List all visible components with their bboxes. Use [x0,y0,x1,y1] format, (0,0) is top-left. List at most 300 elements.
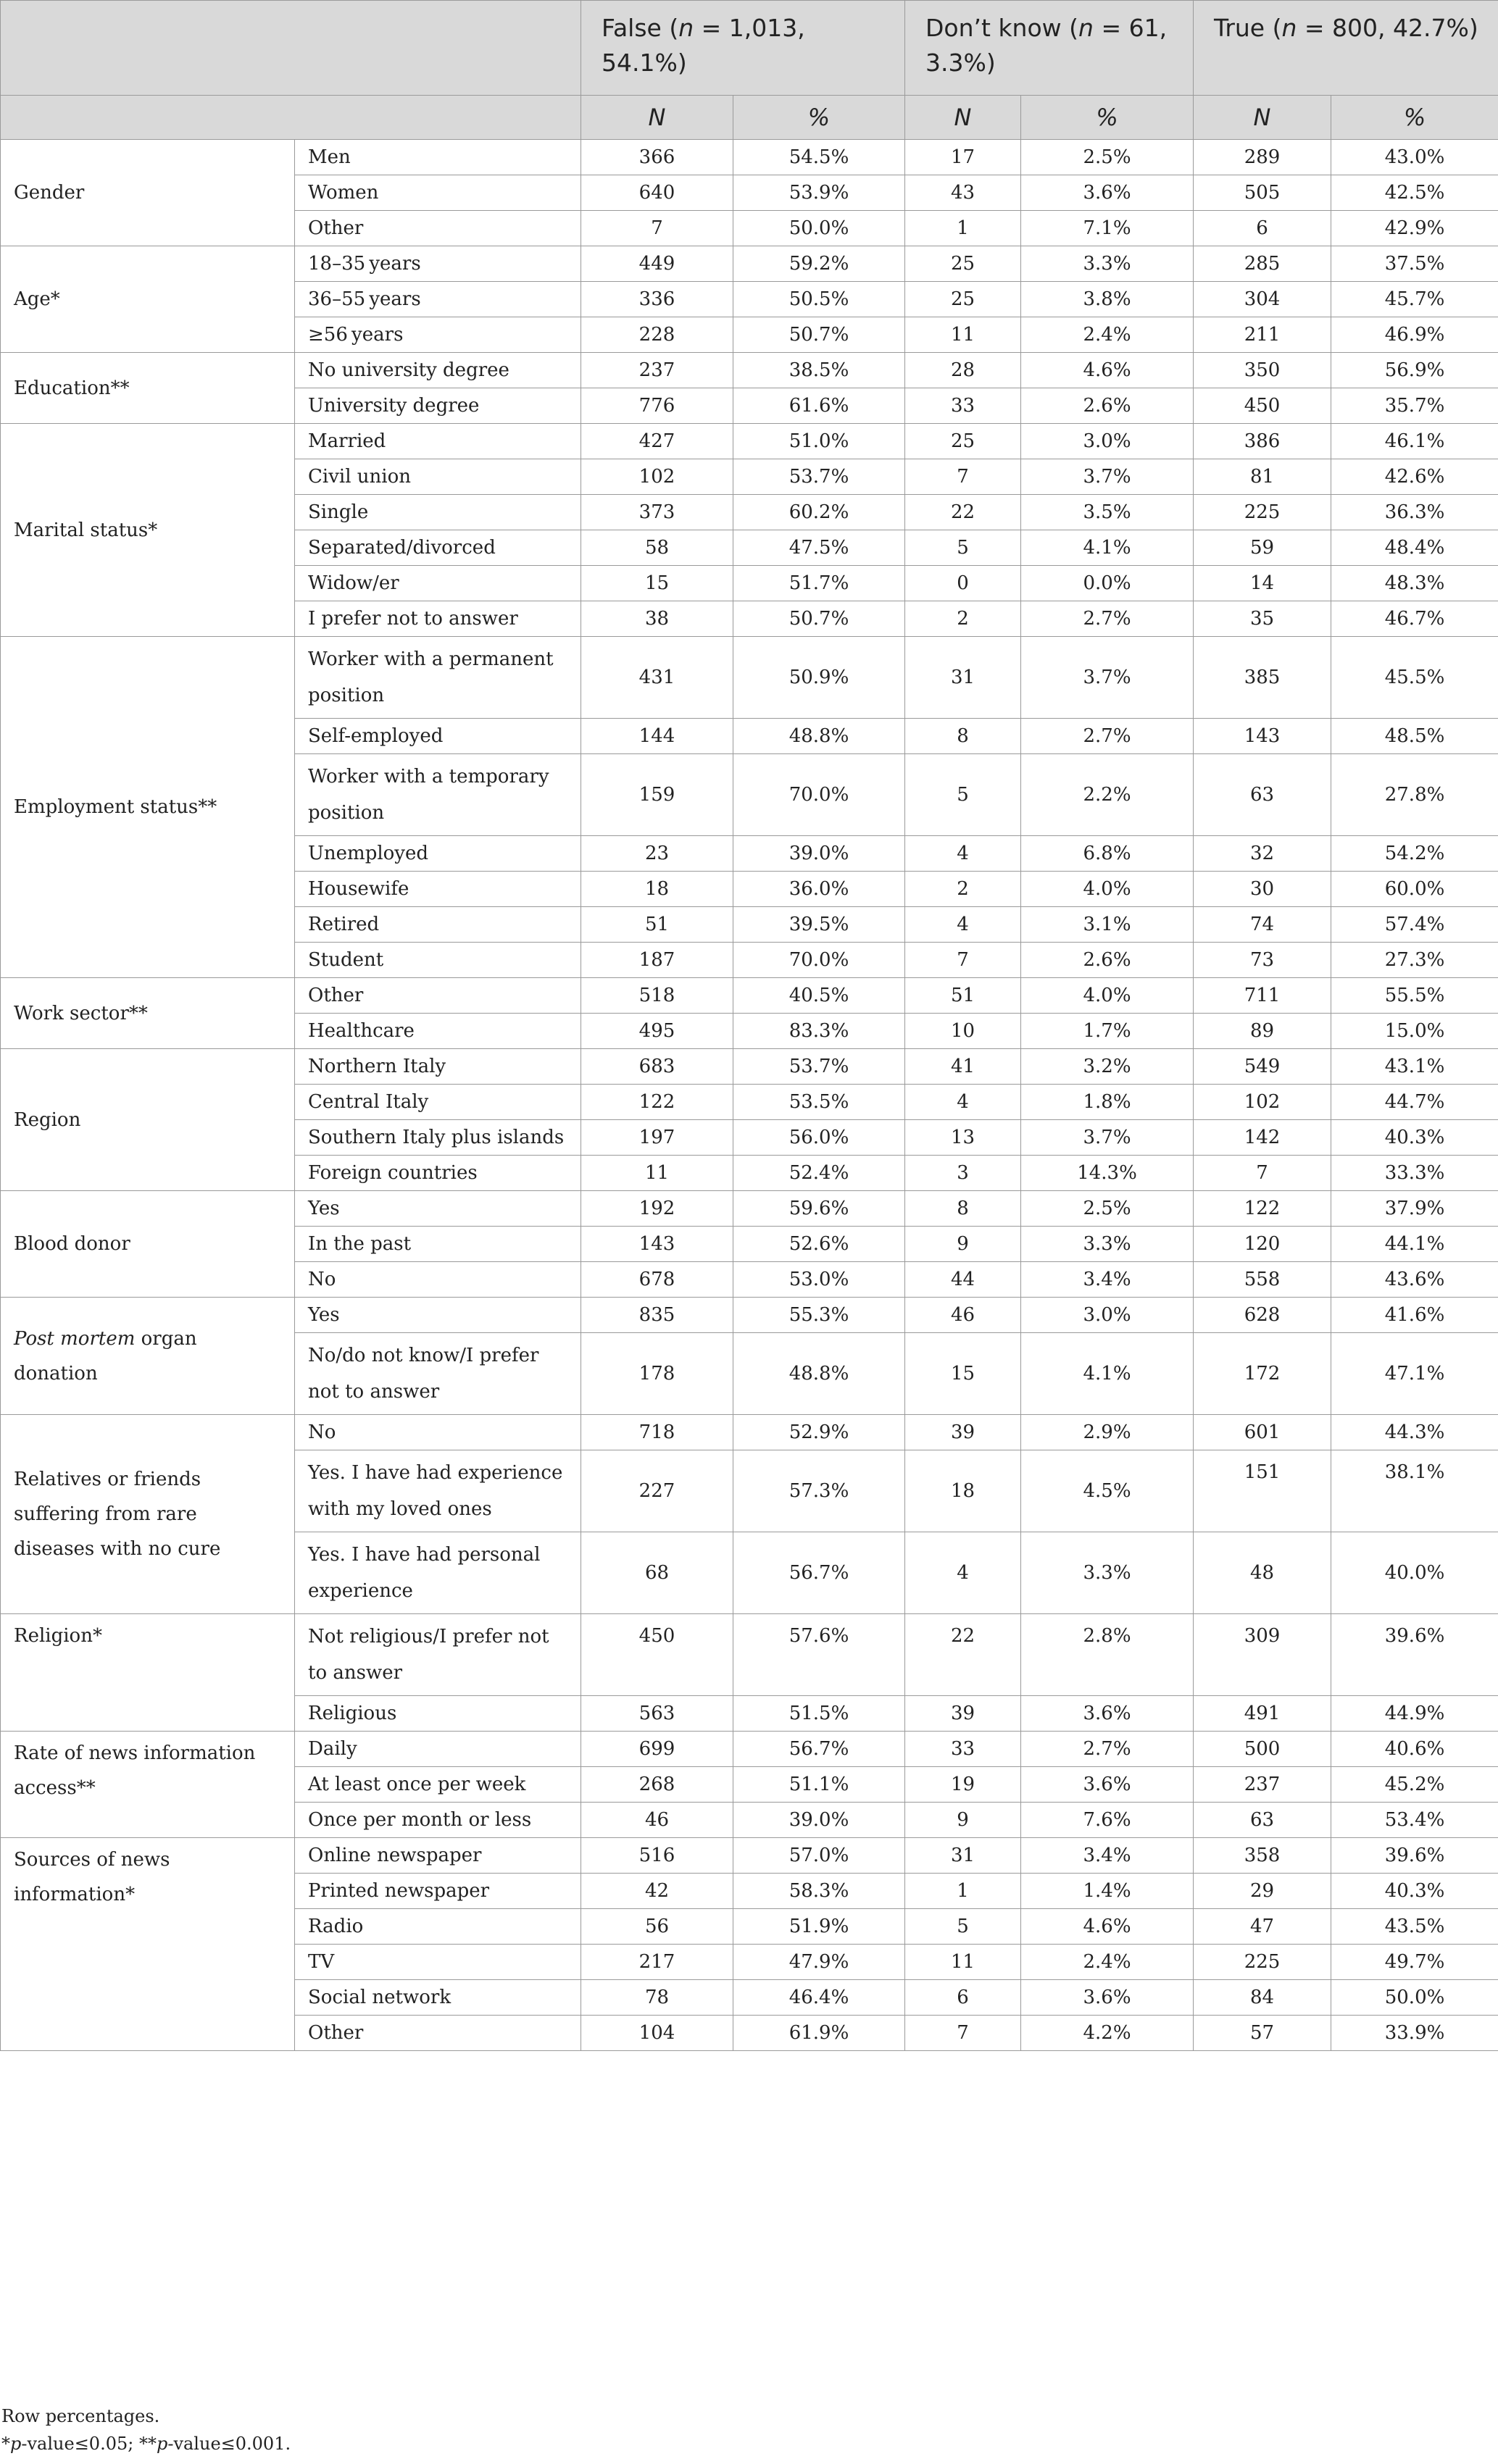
cell-true-pct: 60.0% [1331,872,1498,907]
cell-dontknow-pct: 4.2% [1021,2016,1194,2051]
cell-false-pct: 57.3% [733,1450,905,1532]
cell-dontknow-n: 1 [905,1874,1021,1909]
row-category: Civil union [295,459,581,495]
row-category: Single [295,495,581,530]
cell-true-pct: 56.9% [1331,353,1498,388]
cell-false-n: 563 [581,1696,733,1732]
cell-dontknow-pct: 3.6% [1021,175,1194,211]
cell-dontknow-pct: 3.4% [1021,1838,1194,1874]
cell-false-pct: 38.5% [733,353,905,388]
header-false-group: False (n = 1,013, 54.1%) [581,1,905,96]
cell-dontknow-n: 7 [905,943,1021,978]
cell-true-n: 142 [1194,1120,1331,1156]
cell-dontknow-n: 25 [905,424,1021,459]
row-category: 36–55 years [295,282,581,317]
cell-true-n: 385 [1194,637,1331,719]
row-group-label-italic: Post mortem [14,1327,136,1350]
cell-false-pct: 70.0% [733,754,905,836]
cell-true-n: 450 [1194,388,1331,424]
cell-false-n: 122 [581,1085,733,1120]
cell-false-n: 192 [581,1191,733,1227]
cell-dontknow-pct: 3.7% [1021,459,1194,495]
table-row [1,1191,1498,1227]
cell-true-pct: 42.9% [1331,211,1498,246]
cell-dontknow-n: 6 [905,1980,1021,2016]
cell-true-n: 29 [1194,1874,1331,1909]
cell-false-pct: 59.6% [733,1191,905,1227]
row-group-label-text: Religion* [14,1625,102,1647]
cell-false-pct: 58.3% [733,1874,905,1909]
cell-false-n: 144 [581,719,733,754]
cell-false-n: 217 [581,1945,733,1980]
cell-true-pct: 48.5% [1331,719,1498,754]
cell-false-n: 56 [581,1909,733,1945]
row-group-label [1,1049,295,1191]
cell-false-n: 18 [581,872,733,907]
cell-true-n: 237 [1194,1767,1331,1803]
table-row [1,1415,1498,1450]
cell-dontknow-pct: 2.5% [1021,140,1194,175]
cell-true-n: 505 [1194,175,1331,211]
cell-false-pct: 53.0% [733,1262,905,1298]
cell-dontknow-n: 11 [905,1945,1021,1980]
cell-dontknow-pct: 3.0% [1021,424,1194,459]
cell-false-n: 268 [581,1767,733,1803]
row-category: Northern Italy [295,1049,581,1085]
cell-dontknow-n: 5 [905,530,1021,566]
cell-false-n: 683 [581,1049,733,1085]
cell-dontknow-n: 25 [905,282,1021,317]
row-category: At least once per week [295,1767,581,1803]
cell-true-pct: 40.3% [1331,1874,1498,1909]
cell-true-n: 172 [1194,1333,1331,1415]
header-pct-true: % [1331,96,1498,140]
row-group-label [1,246,295,353]
row-group-label-text: Employment status** [14,796,217,818]
row-group-label-text: Blood donor [14,1233,130,1255]
cell-true-n: 491 [1194,1696,1331,1732]
header-blank-cell [1,1,581,96]
cell-true-n: 225 [1194,495,1331,530]
cell-false-pct: 39.5% [733,907,905,943]
cell-dontknow-pct: 4.6% [1021,1909,1194,1945]
cell-true-pct: 46.7% [1331,601,1498,637]
cell-dontknow-n: 39 [905,1415,1021,1450]
cell-true-pct: 42.6% [1331,459,1498,495]
cell-dontknow-pct: 1.8% [1021,1085,1194,1120]
table-row [1,424,1498,459]
cell-true-n: 628 [1194,1298,1331,1333]
table-row [1,246,1498,282]
row-group-label [1,1191,295,1298]
row-group-label [1,140,295,246]
cell-dontknow-pct: 6.8% [1021,836,1194,872]
header-row-subcols [1,96,1498,140]
cell-true-n: 57 [1194,2016,1331,2051]
cell-dontknow-pct: 2.7% [1021,1732,1194,1767]
cell-true-n: 14 [1194,566,1331,601]
cell-true-pct: 57.4% [1331,907,1498,943]
cell-false-n: 678 [581,1262,733,1298]
row-category: Radio [295,1909,581,1945]
cell-false-n: 450 [581,1614,733,1696]
row-group-label-text: Age* [14,288,60,310]
cell-false-n: 38 [581,601,733,637]
cell-false-pct: 40.5% [733,978,905,1014]
cell-true-n: 59 [1194,530,1331,566]
cell-false-n: 42 [581,1874,733,1909]
cell-true-n: 47 [1194,1909,1331,1945]
cell-true-n: 601 [1194,1415,1331,1450]
cell-false-pct: 51.7% [733,566,905,601]
cell-false-n: 7 [581,211,733,246]
cell-true-n: 89 [1194,1014,1331,1049]
cell-false-n: 776 [581,388,733,424]
cell-dontknow-n: 22 [905,1614,1021,1696]
cell-true-n: 35 [1194,601,1331,637]
cell-false-n: 23 [581,836,733,872]
cell-false-pct: 39.0% [733,836,905,872]
cell-true-pct: 46.9% [1331,317,1498,353]
header-n-false: N [581,96,733,140]
cell-true-n: 151 [1194,1450,1331,1532]
header-pct-false: % [733,96,905,140]
table-row [1,978,1498,1014]
cell-dontknow-n: 9 [905,1803,1021,1838]
cell-true-n: 74 [1194,907,1331,943]
cell-false-pct: 50.7% [733,601,905,637]
cell-dontknow-pct: 3.5% [1021,495,1194,530]
cell-true-pct: 50.0% [1331,1980,1498,2016]
cell-true-pct: 33.9% [1331,2016,1498,2051]
cell-dontknow-n: 44 [905,1262,1021,1298]
cell-dontknow-n: 5 [905,1909,1021,1945]
cell-true-pct: 40.6% [1331,1732,1498,1767]
cell-dontknow-pct: 3.8% [1021,282,1194,317]
row-group-label-text: organ donation [14,1327,197,1385]
row-category: University degree [295,388,581,424]
row-group-label [1,1614,295,1732]
row-category: Social network [295,1980,581,2016]
row-category: Other [295,978,581,1014]
cell-false-pct: 56.7% [733,1532,905,1614]
cell-true-pct: 46.1% [1331,424,1498,459]
cell-true-n: 30 [1194,872,1331,907]
cell-true-n: 711 [1194,978,1331,1014]
cell-true-pct: 45.5% [1331,637,1498,719]
row-group-label-text: Sources of news information* [14,1849,170,1905]
cell-dontknow-pct: 2.5% [1021,1191,1194,1227]
cell-dontknow-n: 19 [905,1767,1021,1803]
cell-dontknow-n: 7 [905,459,1021,495]
cell-false-pct: 50.9% [733,637,905,719]
cell-dontknow-n: 7 [905,2016,1021,2051]
row-group-label [1,1838,295,2051]
cell-dontknow-n: 10 [905,1014,1021,1049]
cell-false-n: 178 [581,1333,733,1415]
row-category: Yes. I have had experience with my loved ones [295,1450,581,1532]
cell-true-pct: 27.8% [1331,754,1498,836]
row-category: Student [295,943,581,978]
row-category: Other [295,211,581,246]
cell-false-pct: 52.6% [733,1227,905,1262]
cell-dontknow-pct: 2.8% [1021,1614,1194,1696]
cell-dontknow-pct: 7.1% [1021,211,1194,246]
cell-true-n: 32 [1194,836,1331,872]
row-category: No [295,1262,581,1298]
cell-dontknow-n: 4 [905,836,1021,872]
cell-false-pct: 51.9% [733,1909,905,1945]
table-footnotes [0,2402,1498,2457]
cell-true-n: 304 [1194,282,1331,317]
table-row [1,1614,1498,1696]
cell-dontknow-pct: 4.0% [1021,978,1194,1014]
cell-false-pct: 55.3% [733,1298,905,1333]
cell-false-n: 11 [581,1156,733,1191]
cell-false-n: 68 [581,1532,733,1614]
cell-true-pct: 53.4% [1331,1803,1498,1838]
cell-dontknow-pct: 3.4% [1021,1262,1194,1298]
row-category: Worker with a permanent position [295,637,581,719]
cell-dontknow-n: 1 [905,211,1021,246]
row-group-label-text: Rate of news information access** [14,1742,256,1799]
row-category: No [295,1415,581,1450]
cell-true-pct: 48.4% [1331,530,1498,566]
cell-false-pct: 60.2% [733,495,905,530]
cell-true-pct: 43.0% [1331,140,1498,175]
header-true-group: True (n = 800, 42.7%) [1194,1,1498,96]
cell-dontknow-pct: 3.6% [1021,1696,1194,1732]
cell-dontknow-pct: 3.2% [1021,1049,1194,1085]
cell-false-n: 187 [581,943,733,978]
cell-dontknow-n: 5 [905,754,1021,836]
cell-false-n: 15 [581,566,733,601]
row-group-label [1,637,295,978]
cell-true-n: 225 [1194,1945,1331,1980]
cell-true-pct: 33.3% [1331,1156,1498,1191]
cell-dontknow-pct: 4.1% [1021,1333,1194,1415]
cell-dontknow-n: 33 [905,1732,1021,1767]
cell-true-n: 48 [1194,1532,1331,1614]
row-category: Separated/divorced [295,530,581,566]
cell-true-n: 120 [1194,1227,1331,1262]
cell-dontknow-n: 8 [905,719,1021,754]
cell-false-n: 58 [581,530,733,566]
cell-true-pct: 45.2% [1331,1767,1498,1803]
cell-dontknow-n: 9 [905,1227,1021,1262]
cell-dontknow-n: 17 [905,140,1021,175]
cell-false-pct: 47.9% [733,1945,905,1980]
cell-true-pct: 54.2% [1331,836,1498,872]
cell-dontknow-n: 43 [905,175,1021,211]
cell-true-pct: 44.3% [1331,1415,1498,1450]
row-category: Yes [295,1191,581,1227]
cell-true-pct: 43.6% [1331,1262,1498,1298]
header-n-dontknow: N [905,96,1021,140]
row-group-label-text: Marital status* [14,519,158,541]
cell-dontknow-n: 15 [905,1333,1021,1415]
cell-true-n: 549 [1194,1049,1331,1085]
footnote-row-percentages: Row percentages. [1,2406,160,2426]
cell-true-n: 7 [1194,1156,1331,1191]
cell-dontknow-n: 31 [905,1838,1021,1874]
cell-true-n: 558 [1194,1262,1331,1298]
cell-dontknow-pct: 2.7% [1021,601,1194,637]
cell-dontknow-pct: 4.5% [1021,1450,1194,1532]
cell-true-pct: 38.1% [1331,1450,1498,1532]
cell-dontknow-n: 22 [905,495,1021,530]
cell-true-pct: 40.0% [1331,1532,1498,1614]
cell-false-pct: 50.0% [733,211,905,246]
cell-true-pct: 40.3% [1331,1120,1498,1156]
cell-false-n: 159 [581,754,733,836]
cell-false-pct: 57.0% [733,1838,905,1874]
cell-true-pct: 47.1% [1331,1333,1498,1415]
cell-false-pct: 51.5% [733,1696,905,1732]
cell-false-pct: 56.0% [733,1120,905,1156]
cell-dontknow-pct: 4.6% [1021,353,1194,388]
cell-false-pct: 48.8% [733,719,905,754]
row-category: Once per month or less [295,1803,581,1838]
cell-true-n: 358 [1194,1838,1331,1874]
cell-dontknow-pct: 3.7% [1021,1120,1194,1156]
table-body [1,140,1498,2051]
cell-true-n: 122 [1194,1191,1331,1227]
cell-true-n: 63 [1194,754,1331,836]
cell-true-n: 81 [1194,459,1331,495]
row-category: Yes [295,1298,581,1333]
row-group-label [1,978,295,1049]
cell-false-pct: 47.5% [733,530,905,566]
row-group-label-text: Gender [14,182,85,204]
cell-dontknow-n: 0 [905,566,1021,601]
row-group-label [1,1732,295,1838]
cell-false-pct: 57.6% [733,1614,905,1696]
cell-true-n: 6 [1194,211,1331,246]
table-row [1,1298,1498,1333]
cell-false-pct: 56.7% [733,1732,905,1767]
cell-true-n: 143 [1194,719,1331,754]
cell-dontknow-n: 18 [905,1450,1021,1532]
cell-false-pct: 52.9% [733,1415,905,1450]
row-group-label-text: Region [14,1108,81,1131]
cell-false-n: 835 [581,1298,733,1333]
cell-dontknow-n: 28 [905,353,1021,388]
cell-false-n: 699 [581,1732,733,1767]
cell-dontknow-n: 33 [905,388,1021,424]
cell-false-n: 78 [581,1980,733,2016]
row-category: Yes. I have had personal experience [295,1532,581,1614]
cell-false-n: 518 [581,978,733,1014]
cell-dontknow-n: 11 [905,317,1021,353]
cell-true-pct: 15.0% [1331,1014,1498,1049]
cell-false-n: 46 [581,1803,733,1838]
cell-dontknow-pct: 3.6% [1021,1767,1194,1803]
cell-true-n: 211 [1194,317,1331,353]
cell-true-pct: 37.9% [1331,1191,1498,1227]
cell-dontknow-n: 4 [905,1532,1021,1614]
table-row [1,1732,1498,1767]
cell-true-n: 386 [1194,424,1331,459]
row-category: Central Italy [295,1085,581,1120]
row-category: Foreign countries [295,1156,581,1191]
row-category: Married [295,424,581,459]
row-category: Retired [295,907,581,943]
cell-true-n: 309 [1194,1614,1331,1696]
cell-false-n: 373 [581,495,733,530]
row-group-label [1,1298,295,1415]
row-category: Self-employed [295,719,581,754]
footnote-significance: *p-value≤0.05; **p-value≤0.001. [1,2434,291,2454]
header-n-true: N [1194,96,1331,140]
cell-false-n: 104 [581,2016,733,2051]
cell-dontknow-n: 46 [905,1298,1021,1333]
cell-false-pct: 70.0% [733,943,905,978]
row-group-label [1,1415,295,1614]
cell-false-n: 51 [581,907,733,943]
row-group-label-text: Work sector** [14,1002,148,1024]
cell-true-pct: 42.5% [1331,175,1498,211]
cell-false-pct: 59.2% [733,246,905,282]
row-category: Unemployed [295,836,581,872]
cell-dontknow-pct: 2.6% [1021,388,1194,424]
cell-true-pct: 37.5% [1331,246,1498,282]
cell-dontknow-pct: 2.6% [1021,943,1194,978]
cell-dontknow-pct: 14.3% [1021,1156,1194,1191]
cell-true-pct: 41.6% [1331,1298,1498,1333]
cell-false-pct: 61.6% [733,388,905,424]
cell-dontknow-n: 51 [905,978,1021,1014]
row-category: Worker with a temporary position [295,754,581,836]
cell-true-pct: 39.6% [1331,1614,1498,1696]
cell-true-pct: 36.3% [1331,495,1498,530]
table-row [1,637,1498,719]
row-category: Healthcare [295,1014,581,1049]
row-category: Other [295,2016,581,2051]
header-blank-cell [1,96,581,140]
cell-false-n: 228 [581,317,733,353]
cell-true-pct: 27.3% [1331,943,1498,978]
cell-true-pct: 43.1% [1331,1049,1498,1085]
cell-false-pct: 39.0% [733,1803,905,1838]
cell-true-pct: 44.1% [1331,1227,1498,1262]
cell-true-pct: 49.7% [1331,1945,1498,1980]
cell-false-n: 227 [581,1450,733,1532]
row-category: ≥56 years [295,317,581,353]
cell-dontknow-pct: 2.2% [1021,754,1194,836]
cell-false-pct: 53.5% [733,1085,905,1120]
row-group-label-text: Relatives or friends suffering from rare diseases with no cure [14,1469,221,1560]
cell-dontknow-pct: 3.7% [1021,637,1194,719]
header-pct-dontknow: % [1021,96,1194,140]
row-category: No university degree [295,353,581,388]
row-category: Southern Italy plus islands [295,1120,581,1156]
table-header [1,1,1498,140]
cell-false-pct: 50.7% [733,317,905,353]
row-category: Women [295,175,581,211]
cell-dontknow-pct: 0.0% [1021,566,1194,601]
row-category: No/do not know/I prefer not to answer [295,1333,581,1415]
cell-true-n: 84 [1194,1980,1331,2016]
cell-true-pct: 39.6% [1331,1838,1498,1874]
cell-false-n: 237 [581,353,733,388]
cell-dontknow-n: 41 [905,1049,1021,1085]
table-row [1,140,1498,175]
cell-true-n: 63 [1194,1803,1331,1838]
row-category: Housewife [295,872,581,907]
cell-dontknow-pct: 2.4% [1021,317,1194,353]
cell-dontknow-pct: 7.6% [1021,1803,1194,1838]
